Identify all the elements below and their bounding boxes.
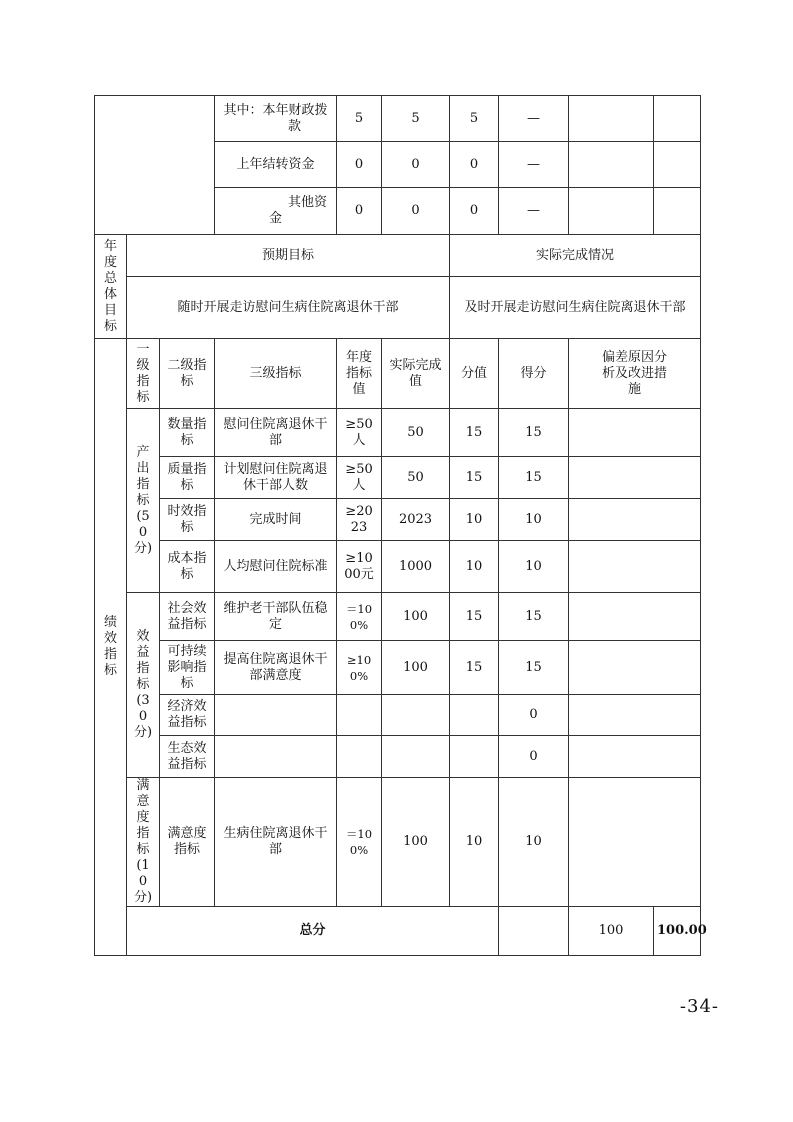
value-cell: 10 — [450, 499, 499, 541]
value-cell: 15 — [450, 409, 499, 457]
value-cell: 15 — [450, 457, 499, 499]
level2-cell: 经济效益指标 — [160, 695, 215, 736]
actual-cell: 2023 — [382, 499, 450, 541]
page-number: -34- — [679, 996, 719, 1017]
fund-value-1: 0 — [337, 188, 382, 235]
performance-table — [94, 95, 707, 956]
target-cell — [337, 736, 382, 778]
deviation-cell — [569, 541, 701, 593]
level2-cell: 时效指标 — [160, 499, 215, 541]
level2-cell: 生态效益指标 — [160, 736, 215, 778]
fund-score-blank — [569, 96, 654, 142]
perf-indicator-label: 绩效指标 — [95, 339, 127, 956]
level2-cell: 数量指标 — [160, 409, 215, 457]
level2-cell: 成本指标 — [160, 541, 215, 593]
target-cell: ＝100% — [337, 593, 382, 641]
deviation-cell — [569, 593, 701, 641]
fund-value-1: 0 — [337, 142, 382, 188]
score-cell: 15 — [499, 457, 569, 499]
score-cell: 0 — [499, 736, 569, 778]
level3-cell: 提高住院离退休干部满意度 — [215, 641, 337, 695]
annual-header-row — [95, 235, 701, 277]
deviation-cell — [569, 695, 701, 736]
level3-cell — [215, 736, 337, 778]
level2-header: 二级指标 — [160, 339, 215, 409]
fund-label-cell: 其中：本年财政拨 款 — [215, 96, 337, 142]
deviation-cell — [569, 641, 701, 695]
deviation-cell — [569, 409, 701, 457]
level2-cell: 满意度指标 — [160, 778, 215, 907]
table-row — [95, 778, 701, 907]
fund-value-2: 5 — [382, 96, 450, 142]
fund-score-blank — [569, 188, 654, 235]
actual-status-header: 实际完成情况 — [450, 235, 701, 277]
value-cell: 10 — [450, 541, 499, 593]
annual-content-row — [95, 277, 701, 339]
fund-row-current-year — [95, 96, 701, 142]
score-cell: 10 — [499, 541, 569, 593]
score-cell: 10 — [499, 499, 569, 541]
fund-value-3: 0 — [450, 188, 499, 235]
score-cell: 0 — [499, 695, 569, 736]
expected-goal-header: 预期目标 — [127, 235, 450, 277]
table-row — [95, 736, 701, 778]
fund-score-blank — [569, 142, 654, 188]
group-satisfaction-label: 满意度指标(10分) — [127, 778, 160, 907]
score-cell: 15 — [499, 409, 569, 457]
level3-cell: 生病住院离退休干部 — [215, 778, 337, 907]
score-cell: 15 — [499, 593, 569, 641]
table-row — [95, 695, 701, 736]
deviation-cell — [569, 778, 701, 907]
fund-value-4: — — [499, 142, 569, 188]
target-cell: ≥1000元 — [337, 541, 382, 593]
fund-value-4: — — [499, 188, 569, 235]
value-cell: 15 — [450, 593, 499, 641]
total-label: 总分 — [127, 907, 499, 956]
value-cell: 10 — [450, 778, 499, 907]
target-cell: ≥2023 — [337, 499, 382, 541]
total-score: 100.00 — [654, 907, 701, 956]
deviation-cell — [569, 457, 701, 499]
score-value-header: 分值 — [450, 339, 499, 409]
target-cell: ≥100% — [337, 641, 382, 695]
level3-header: 三级指标 — [215, 339, 337, 409]
actual-cell: 1000 — [382, 541, 450, 593]
actual-cell: 50 — [382, 457, 450, 499]
level3-cell: 人均慰问住院标准 — [215, 541, 337, 593]
fund-value-3: 0 — [450, 142, 499, 188]
actual-cell: 50 — [382, 409, 450, 457]
level3-cell: 慰问住院离退休干部 — [215, 409, 337, 457]
fund-deviation-blank — [654, 142, 701, 188]
actual-cell — [382, 695, 450, 736]
target-cell — [337, 695, 382, 736]
actual-cell — [382, 736, 450, 778]
fund-value-4: — — [499, 96, 569, 142]
actual-cell: 100 — [382, 593, 450, 641]
group-output-label: 产出指标(50分) — [127, 409, 160, 593]
level3-cell: 计划慰问住院离退休干部人数 — [215, 457, 337, 499]
table-row — [95, 457, 701, 499]
deviation-cell — [569, 736, 701, 778]
table-row — [95, 409, 701, 457]
level2-cell: 社会效益指标 — [160, 593, 215, 641]
level1-header: 一级指标 — [127, 339, 160, 409]
target-cell: ≥50人 — [337, 457, 382, 499]
fund-value-1: 5 — [337, 96, 382, 142]
target-cell: ＝100% — [337, 778, 382, 907]
value-cell — [450, 736, 499, 778]
actual-cell: 100 — [382, 641, 450, 695]
total-row — [95, 907, 701, 956]
level3-cell: 完成时间 — [215, 499, 337, 541]
total-value: 100 — [569, 907, 654, 956]
annual-goal-label: 年度总体目标 — [95, 235, 127, 339]
table-row — [95, 499, 701, 541]
group-benefit-label: 效益指标(30分) — [127, 593, 160, 778]
fund-value-2: 0 — [382, 188, 450, 235]
score-cell: 15 — [499, 641, 569, 695]
level3-cell — [215, 695, 337, 736]
score-cell: 10 — [499, 778, 569, 907]
fund-blank-cell — [95, 96, 215, 235]
fund-label-cell: 上年结转资金 — [215, 142, 337, 188]
value-cell: 15 — [450, 641, 499, 695]
level2-cell: 质量指标 — [160, 457, 215, 499]
score-header: 得分 — [499, 339, 569, 409]
fund-value-2: 0 — [382, 142, 450, 188]
expected-goal-text: 随时开展走访慰问生病住院离退休干部 — [127, 277, 450, 339]
fund-deviation-blank — [654, 188, 701, 235]
level2-cell: 可持续影响指标 — [160, 641, 215, 695]
level3-cell: 维护老干部队伍稳定 — [215, 593, 337, 641]
actual-cell: 100 — [382, 778, 450, 907]
total-actual-blank — [499, 907, 569, 956]
table-row — [95, 593, 701, 641]
table-row — [95, 641, 701, 695]
value-cell — [450, 695, 499, 736]
deviation-cell — [569, 499, 701, 541]
table-row — [95, 541, 701, 593]
target-cell: ≥50人 — [337, 409, 382, 457]
actual-header: 实际完成值 — [382, 339, 450, 409]
fund-deviation-blank — [654, 96, 701, 142]
deviation-header: 偏差原因分析及改进措施 — [569, 339, 701, 409]
target-header: 年度指标值 — [337, 339, 382, 409]
actual-status-text: 及时开展走访慰问生病住院离退休干部 — [450, 277, 701, 339]
fund-value-3: 5 — [450, 96, 499, 142]
fund-label-cell: 其他资 金 — [215, 188, 337, 235]
perf-header-row — [95, 339, 701, 409]
